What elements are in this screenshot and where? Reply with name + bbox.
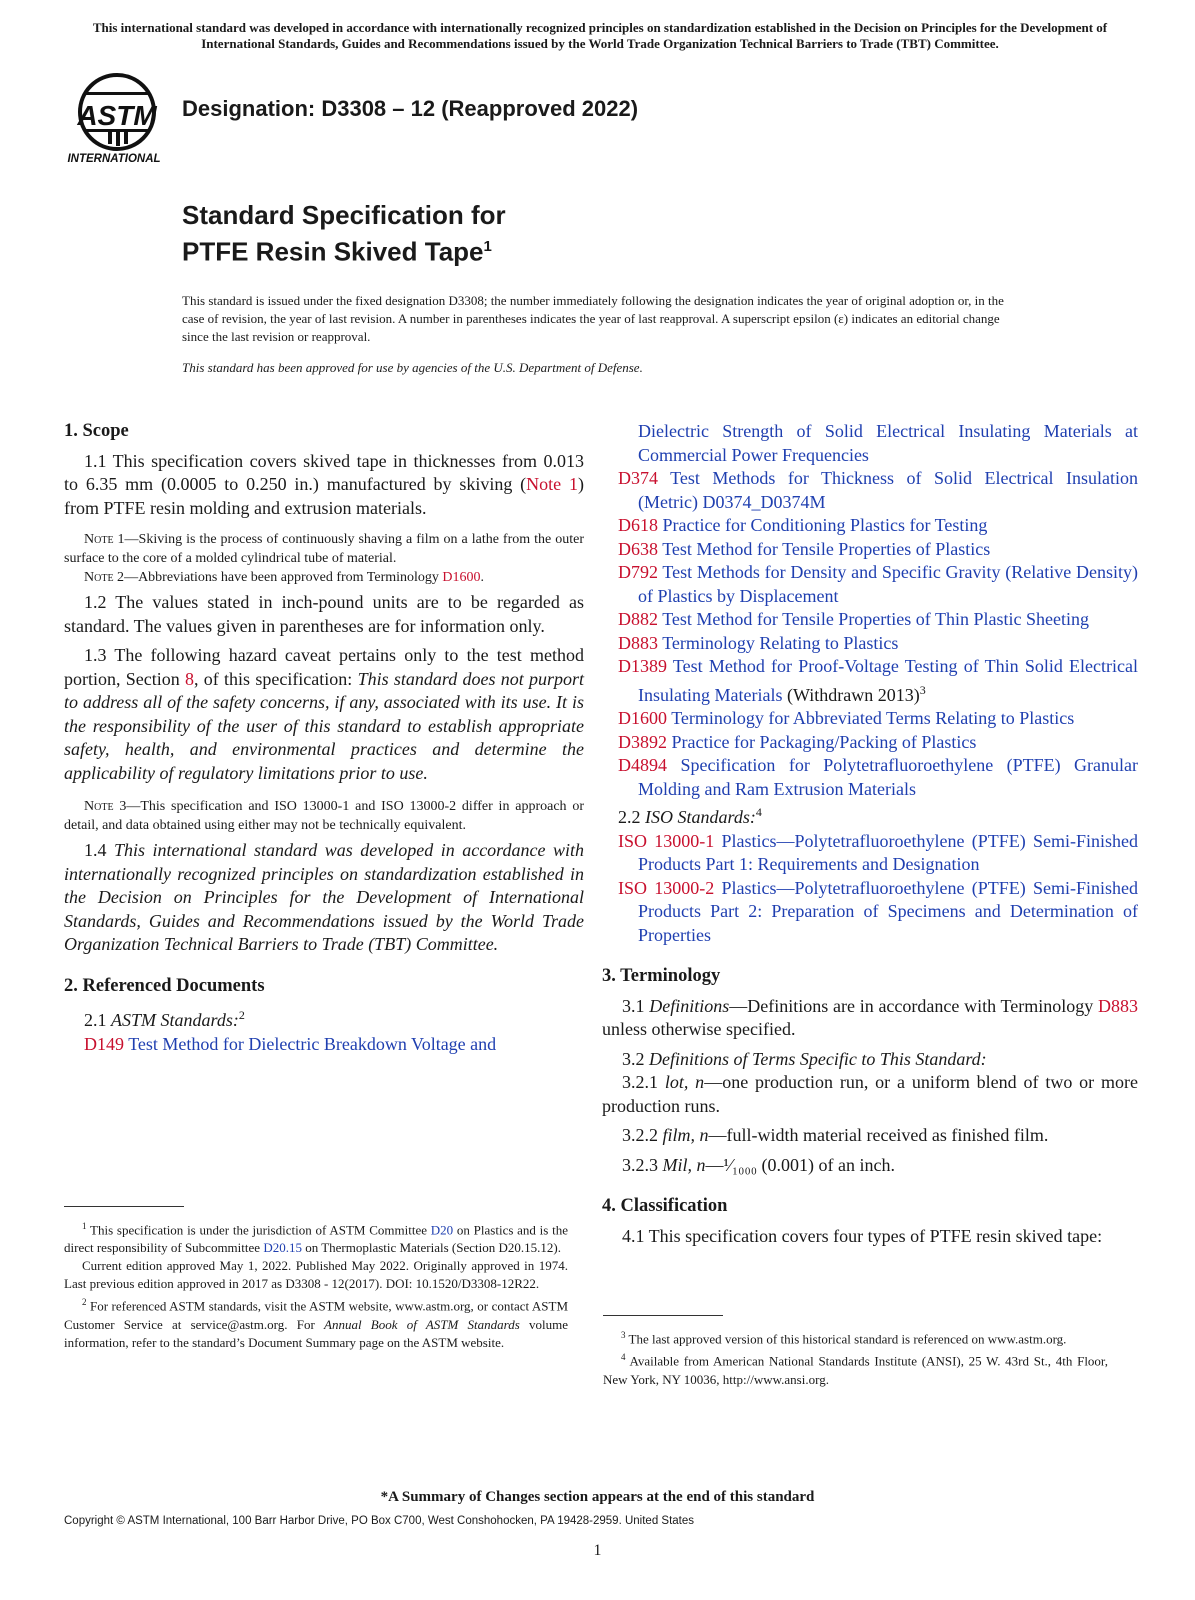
ref-title-link[interactable]: Test Method for Proof-Voltage Testing of Thin Solid Electrical Insulating Materials [638, 656, 1138, 705]
copyright: Copyright © ASTM International, 100 Barr Harbor Drive, PO Box C700, West Conshohocken, PA 19428-2959. United States [64, 1515, 695, 1527]
refdocs-heading: 2. Referenced Documents [64, 975, 265, 996]
iso-ref-item [618, 877, 1138, 948]
ref-d374 [618, 467, 1138, 514]
title-line-1: Standard Specification for [182, 200, 506, 230]
ref-title-link[interactable]: Specification for Polytetrafluoroethylene (PTFE) Granular Molding and Ram Extrusion Materials [638, 755, 1139, 799]
note-1-link[interactable]: Note 1 [526, 474, 578, 494]
d20-15-link[interactable]: D20.15 [263, 1240, 302, 1256]
para-1-3: 1.3 The following hazard caveat pertains only to the test method portion, Section 8, of this specification: This standard does not purport to address all of the safety concerns, if any, associated with its use. It is the responsibility of the user of this standard to establish appropriate safety, health, and environmental practices and determine the applicability of regulatory limitations prior to use. [64, 645, 584, 783]
svg-text:ASTM: ASTM [77, 100, 157, 131]
ref-title-link[interactable]: Test Method for Tensile Properties of Thin Plastic Sheeting [662, 609, 1089, 629]
terminology-heading: 3. Terminology [602, 966, 721, 986]
dod-approval: This standard has been approved for use by agencies of the U.S. Department of Defense. [182, 360, 643, 375]
para-3-2-1: 3.2.1 lot, n—one production run, or a uniform blend of two or more production runs. [602, 1072, 1138, 1116]
ref-title-link[interactable]: Practice for Conditioning Plastics for Testing [662, 515, 988, 535]
ref-d792 [618, 561, 1138, 608]
footnote-2: $^2$ For referenced ASTM standards, visit the ASTM website, www.astm.org, or contact ASTM Customer Service at service@astm.org. For Annual Book of ASTM Standards volume information, refer to the standard’s Document Summary page on the ASTM website. [64, 1297, 569, 1350]
astm-ref-list [618, 467, 1139, 801]
ref-code-link[interactable]: D792 [618, 562, 658, 582]
ref-code-link[interactable]: D1600 [618, 708, 667, 728]
ref-d149-title-start[interactable]: Test Method for Dielectric Breakdown Voltage and [128, 1033, 497, 1054]
astm-standards-label: 2.1 ASTM Standards:$^2$ [84, 1008, 245, 1030]
ref-title-link[interactable]: Terminology Relating to Plastics [662, 632, 899, 653]
ref-code-link[interactable]: D638 [618, 538, 658, 559]
iso-title-link[interactable]: Plastics—Polytetrafluoroethylene (PTFE) Semi-Finished Products Part 1: Requirements and Designation [638, 830, 1139, 874]
logo-subtext: INTERNATIONAL [67, 153, 161, 165]
footnote-rule-left [64, 1206, 184, 1207]
footnote-rule-right [603, 1315, 723, 1316]
para-3-1: 3.1 Definitions—Definitions are in accordance with Terminology D883 unless otherwise specified. [602, 995, 1139, 1039]
ref-code-link[interactable]: D882 [618, 609, 658, 629]
scope-heading: 1. Scope [64, 421, 129, 441]
left-column [64, 420, 584, 1056]
ref-title-link[interactable]: Test Methods for Density and Specific Gravity (Relative Density) of Plastics by Displacement [638, 562, 1138, 606]
ref-d149-continued: Dielectric Strength of Solid Electrical Insulating Materials at Commercial Power Frequencies [638, 421, 1138, 465]
para-1-2: 1.2 The values stated in inch-pound units are to be regarded as standard. The values given in parentheses are for information only. [64, 592, 584, 636]
footnote-3: $^3$ The last approved version of this historical standard is referenced on www.astm.org. [621, 1330, 1067, 1347]
para-4-1: 4.1 This specification covers four types of PTFE resin skived tape: [622, 1225, 1103, 1246]
iso-code-link[interactable]: ISO 13000-1 [618, 830, 715, 851]
ref-title-link[interactable]: Test Methods for Thickness of Solid Electrical Insulation (Metric) D0374_D0374M [638, 468, 1138, 512]
footnote-1: $^1$ This specification is under the jurisdiction of ASTM Committee D20 on Plastics and is the direct responsibility of Subcommittee D20.15 on Thermoplastic Materials (Section D20.15.12). [64, 1221, 568, 1256]
title-footnote-ref: 1 [483, 238, 492, 255]
iso-code-link[interactable]: ISO 13000-2 [618, 877, 715, 898]
footnote-4: $^4$ Available from American National Standards Institute (ANSI), 25 W. 43rd St., 4th Floor, New York, NY 10036, http://www.ansi.org. [603, 1352, 1108, 1387]
iso-ref-list [618, 830, 1139, 948]
footnote-3-ref: 3 [919, 682, 926, 697]
ref-d638 [618, 538, 1138, 562]
ref-code-link[interactable]: D883 [618, 632, 658, 653]
note-1: Note 1—Skiving is the process of continuously shaving a film on a lathe from the outer surface to the core of a molded cylindrical tube of material. [64, 532, 584, 566]
page-number: 1 [593, 1542, 602, 1559]
d883-link[interactable]: D883 [1098, 995, 1139, 1016]
astm-logo [64, 72, 170, 168]
iso-ref-item [618, 830, 1138, 877]
ref-d149-code[interactable]: D149 [84, 1033, 124, 1054]
note-2: Note 2—Abbreviations have been approved from Terminology D1600. [84, 570, 485, 585]
para-3-2: 3.2 Definitions of Terms Specific to This Standard: [622, 1048, 987, 1069]
title-line-2: PTFE Resin Skived Tape$^1$ [182, 236, 492, 267]
summary-of-changes-note: *A Summary of Changes section appears at the end of this standard [380, 1489, 815, 1505]
note-3: Note 3—This specification and ISO 13000-1 and ISO 13000-2 differ in approach or detail, and data obtained using either may not be technically equivalent. [64, 799, 584, 833]
ref-code-link[interactable]: D3892 [618, 731, 667, 752]
right-column [602, 420, 1139, 1248]
footnotes-left [64, 1217, 568, 1352]
document-title [182, 199, 506, 268]
ref-d883 [618, 632, 1138, 656]
para-3-2-3: 3.2.3 Mil, n—¹⁄₁₀₀₀ (0.001) of an inch. [622, 1154, 895, 1175]
intro-paragraph: This standard is issued under the fixed designation D3308; the number immediately following the designation indicates the year of original adoption or, in the case of revision, the year of last revision. A number in parentheses indicates the year of last reapproval. A superscript epsilon (ε) indicates an editorial change since the last revision or reapproval. [182, 293, 1004, 344]
ref-code-link[interactable]: D4894 [618, 755, 667, 775]
ref-status: (Withdrawn 2013) [782, 684, 920, 705]
ref-d1600 [618, 707, 1138, 731]
designation: Designation: D3308 – 12 (Reapproved 2022) [182, 96, 639, 121]
top-notice: This international standard was developed in accordance with internationally recognized principles on standardization established in the Decision on Principles for the Development of International Standards, Guides and Recommendations issued by the World Trade Organization Technical Barriers to Trade (TBT) Committee. [92, 20, 1108, 51]
d20-link[interactable]: D20 [430, 1222, 454, 1238]
ref-d3892 [618, 731, 1138, 755]
para-1-4: 1.4 This international standard was developed in accordance with internationally recognized principles on standardization established in the Decision on Principles for the Development of International Standards, Guides and Recommendations issued by the World Trade Organization Technical Barriers to Trade (TBT) Committee. [64, 840, 584, 954]
ref-d1389 [618, 655, 1138, 707]
para-1-1: 1.1 This specification covers skived tape in thicknesses from 0.013 to 6.35 mm (0.0005 to 0.250 in.) manufactured by skiving (Note 1) from PTFE resin molding and extrusion materials. [64, 450, 584, 518]
ref-d4894 [618, 754, 1138, 801]
iso-standards-label: 2.2 ISO Standards:$^4$ [618, 805, 762, 827]
ref-d618 [618, 514, 1138, 538]
footnote-1-edition: Current edition approved May 1, 2022. Published May 2022. Originally approved in 1974. Last previous edition approved in 2017 as D3308 - 12(2017). DOI: 10.1520/D3308-12R22. [64, 1258, 568, 1292]
ref-title-link[interactable]: Test Method for Tensile Properties of Plastics [662, 538, 991, 559]
iso-title-link[interactable]: Plastics—Polytetrafluoroethylene (PTFE) Semi-Finished Products Part 2: Preparation of Specimens and Determination of Properties [638, 877, 1139, 945]
d1600-link[interactable]: D1600 [442, 570, 481, 585]
para-3-2-2: 3.2.2 film, n—full-width material received as finished film. [622, 1125, 1049, 1145]
ref-code-link[interactable]: D618 [618, 515, 658, 535]
classification-heading: 4. Classification [602, 1196, 728, 1216]
section-8-link[interactable]: 8 [185, 668, 195, 689]
ref-title-link[interactable]: Terminology for Abbreviated Terms Relating to Plastics [671, 708, 1075, 728]
ref-d882 [618, 608, 1138, 632]
ref-code-link[interactable]: D1389 [618, 656, 667, 676]
footnotes-right [603, 1326, 1108, 1389]
ref-d149 [64, 1033, 584, 1057]
ref-title-link[interactable]: Practice for Packaging/Packing of Plastics [671, 731, 977, 752]
ref-code-link[interactable]: D374 [618, 468, 658, 488]
